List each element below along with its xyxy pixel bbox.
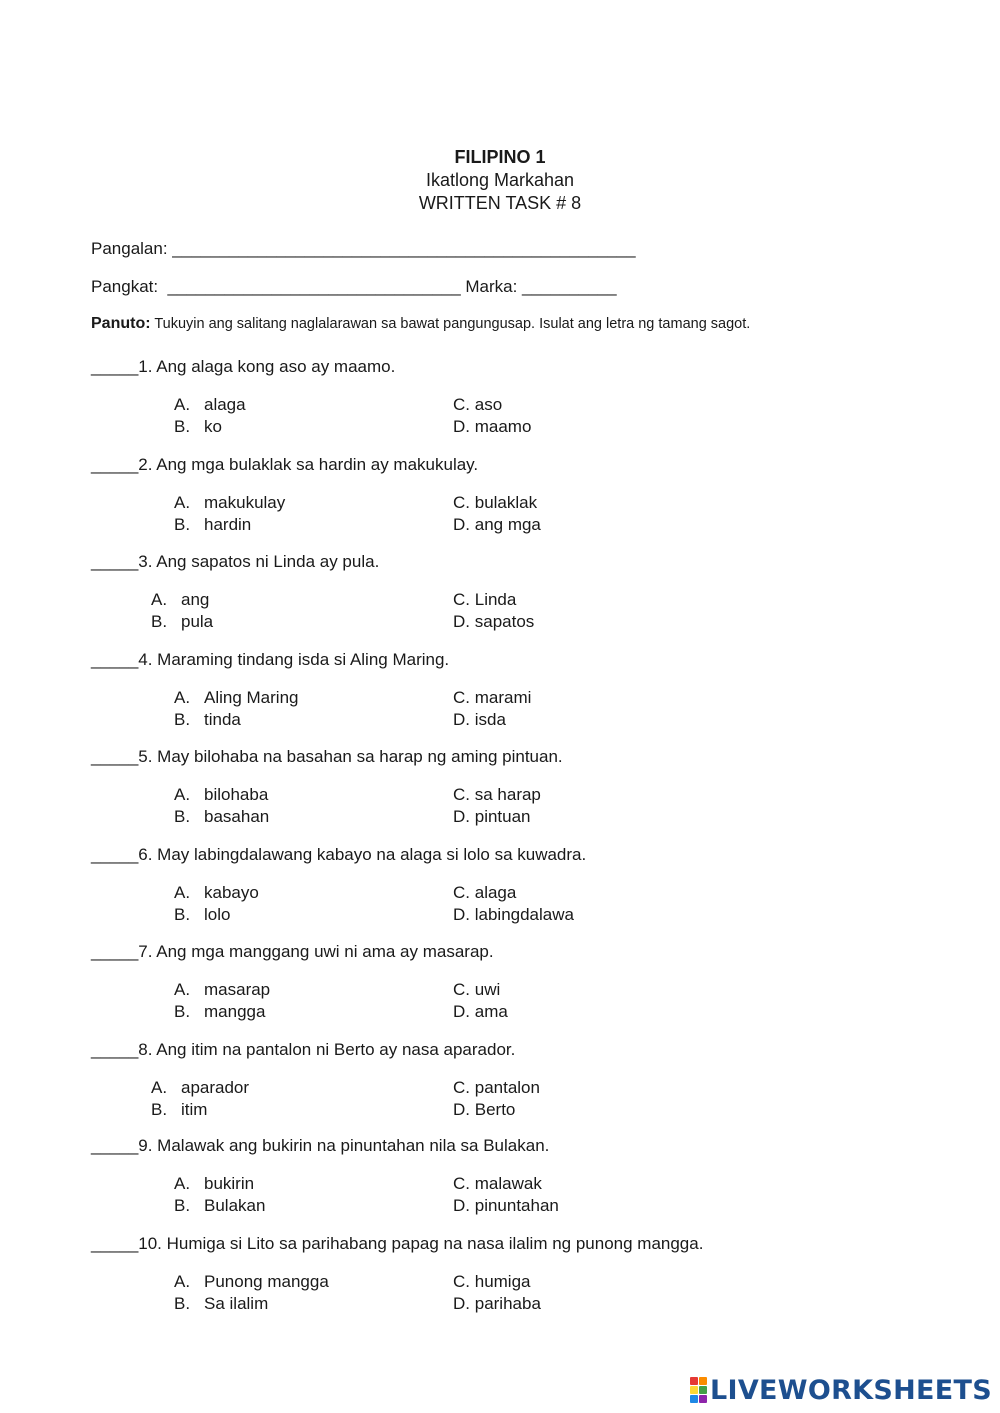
answer-option	[453, 1272, 531, 1292]
option-letter: B.	[151, 612, 168, 631]
answer-option	[453, 883, 516, 903]
option-text: aparador	[181, 1078, 250, 1097]
logo-square	[690, 1386, 698, 1394]
option-text: pula	[181, 612, 214, 631]
option-letter: D.	[453, 1294, 470, 1313]
answer-option	[174, 710, 241, 730]
answer-option	[174, 807, 269, 827]
liveworksheets-logo	[690, 1375, 992, 1405]
answer-option	[174, 515, 251, 535]
option-text: aso	[474, 395, 503, 414]
option-letter: D.	[453, 710, 470, 729]
answer-option	[453, 1002, 508, 1022]
answer-option	[174, 395, 246, 415]
section-score-field[interactable]: Pangkat: _______________________________ Marka: __________	[91, 277, 617, 296]
instructions	[91, 315, 750, 333]
option-letter: A.	[174, 1272, 191, 1291]
option-text: ama	[474, 1002, 508, 1021]
option-text: kabayo	[204, 883, 259, 902]
option-text: marami	[474, 688, 532, 707]
question-prompt: _____7. Ang mga manggang uwi ni ama ay masarap.	[91, 942, 494, 961]
option-text: ang mga	[474, 515, 541, 534]
option-text: ko	[204, 417, 222, 436]
quarter-title: Ikatlong Markahan	[425, 170, 575, 190]
option-letter: C.	[453, 590, 470, 609]
option-letter: C.	[453, 688, 470, 707]
answer-option	[174, 883, 259, 903]
option-text: alaga	[474, 883, 517, 902]
option-text: alaga	[204, 395, 246, 414]
option-letter: C.	[453, 1078, 470, 1097]
option-letter: B.	[174, 1294, 191, 1313]
option-text: tinda	[204, 710, 241, 729]
option-letter: C.	[453, 1272, 470, 1291]
answer-option	[174, 1002, 265, 1022]
option-letter: C.	[453, 785, 470, 804]
option-letter: A.	[151, 590, 168, 609]
option-text: Berto	[474, 1100, 516, 1119]
task-title: WRITTEN TASK # 8	[418, 193, 582, 213]
option-letter: D.	[453, 1002, 470, 1021]
answer-option	[453, 688, 531, 708]
answer-option	[453, 1196, 559, 1216]
option-text: basahan	[204, 807, 270, 826]
option-letter: B.	[174, 710, 191, 729]
answer-option	[174, 417, 222, 437]
answer-option	[453, 1174, 542, 1194]
question-prompt: _____5. May bilohaba na basahan sa harap ng aming pintuan.	[91, 747, 563, 766]
option-letter: A.	[174, 883, 191, 902]
name-field[interactable]: Pangalan: _________________________________________________	[91, 239, 636, 258]
question-prompt: _____9. Malawak ang bukirin na pinuntahan nila sa Bulakan.	[91, 1136, 550, 1155]
answer-option	[453, 1294, 541, 1314]
answer-option	[453, 395, 502, 415]
answer-option	[151, 590, 209, 610]
answer-option	[453, 710, 506, 730]
answer-option	[453, 493, 537, 513]
question-prompt: _____6. May labingdalawang kabayo na alaga si lolo sa kuwadra.	[91, 845, 587, 864]
logo-square	[690, 1377, 698, 1385]
answer-option	[453, 1078, 540, 1098]
option-letter: C.	[453, 980, 470, 999]
answer-option	[174, 1196, 265, 1216]
answer-option	[174, 1294, 268, 1314]
option-text: Punong mangga	[204, 1272, 329, 1291]
answer-option	[151, 1100, 207, 1120]
logo-square	[690, 1395, 698, 1403]
answer-option	[453, 590, 516, 610]
option-letter: C.	[453, 883, 470, 902]
option-letter: B.	[174, 417, 191, 436]
logo-square	[699, 1395, 707, 1403]
option-text: pinuntahan	[474, 1196, 559, 1215]
option-letter: A.	[174, 688, 191, 707]
answer-option	[151, 612, 213, 632]
option-letter: A.	[174, 395, 191, 414]
answer-option	[453, 417, 531, 437]
option-text: Aling Maring	[204, 688, 299, 707]
answer-option	[453, 1100, 515, 1120]
option-letter: B.	[174, 515, 191, 534]
option-letter: A.	[174, 1174, 191, 1193]
question-prompt: _____10. Humiga si Lito sa parihabang papag na nasa ilalim ng punong mangga.	[91, 1234, 704, 1253]
option-text: lolo	[204, 905, 231, 924]
answer-option	[453, 905, 574, 925]
option-letter: D.	[453, 905, 470, 924]
option-letter: D.	[453, 1196, 470, 1215]
option-letter: D.	[453, 1100, 470, 1119]
logo-text: LIVEWORKSHEETS	[709, 1374, 992, 1406]
option-text: hardin	[204, 515, 252, 534]
option-letter: A.	[174, 980, 191, 999]
option-text: sa harap	[474, 785, 541, 804]
question-prompt: _____2. Ang mga bulaklak sa hardin ay makukulay.	[91, 455, 479, 474]
option-text: parihaba	[474, 1294, 541, 1313]
option-letter: A.	[174, 785, 191, 804]
option-text: maamo	[474, 417, 532, 436]
option-text: pintuan	[474, 807, 531, 826]
option-letter: A.	[174, 493, 191, 512]
option-letter: C.	[453, 493, 470, 512]
option-letter: B.	[174, 807, 191, 826]
option-text: uwi	[474, 980, 501, 999]
answer-option	[453, 807, 531, 827]
option-text: mangga	[204, 1002, 266, 1021]
answer-option	[174, 905, 230, 925]
option-text: bukirin	[204, 1174, 255, 1193]
option-text: Sa ilalim	[204, 1294, 269, 1313]
question-prompt: _____8. Ang itim na pantalon ni Berto ay nasa aparador.	[91, 1040, 516, 1059]
worksheet-header	[0, 146, 1000, 215]
answer-option	[453, 515, 541, 535]
logo-square	[699, 1386, 707, 1394]
answer-option	[174, 980, 270, 1000]
option-text: Bulakan	[204, 1196, 266, 1215]
question-prompt: _____1. Ang alaga kong aso ay maamo.	[91, 357, 396, 376]
answer-option	[174, 688, 299, 708]
option-text: makukulay	[204, 493, 286, 512]
question-prompt: _____4. Maraming tindang isda si Aling Maring.	[91, 650, 450, 669]
option-text: malawak	[474, 1174, 542, 1193]
subject-title: FILIPINO 1	[454, 147, 546, 167]
option-text: sapatos	[474, 612, 535, 631]
option-letter: B.	[174, 1196, 191, 1215]
logo-mark-icon	[690, 1377, 707, 1403]
option-text: isda	[474, 710, 506, 729]
option-letter: D.	[453, 515, 470, 534]
answer-option	[453, 612, 534, 632]
answer-option	[174, 1272, 329, 1292]
instructions-text: Tukuyin ang salitang naglalarawan sa bawat pangungusap. Isulat ang letra ng tamang sagot.	[150, 316, 751, 332]
instructions-label: Panuto:	[91, 315, 151, 332]
logo-square	[699, 1377, 707, 1385]
option-letter: B.	[174, 1002, 191, 1021]
answer-option	[174, 785, 268, 805]
answer-option	[151, 1078, 249, 1098]
option-text: bilohaba	[204, 785, 269, 804]
option-text: ang	[181, 590, 210, 609]
option-text: Linda	[474, 590, 517, 609]
option-letter: C.	[453, 1174, 470, 1193]
answer-option	[453, 980, 500, 1000]
answer-option	[174, 493, 285, 513]
option-letter: C.	[453, 395, 470, 414]
option-letter: B.	[151, 1100, 168, 1119]
option-text: labingdalawa	[474, 905, 574, 924]
option-letter: D.	[453, 807, 470, 826]
answer-option	[174, 1174, 254, 1194]
option-text: pantalon	[474, 1078, 540, 1097]
answer-option	[453, 785, 541, 805]
option-letter: D.	[453, 612, 470, 631]
option-text: itim	[181, 1100, 208, 1119]
option-letter: D.	[453, 417, 470, 436]
option-letter: A.	[151, 1078, 168, 1097]
option-letter: B.	[174, 905, 191, 924]
option-text: bulaklak	[474, 493, 538, 512]
option-text: masarap	[204, 980, 271, 999]
question-prompt: _____3. Ang sapatos ni Linda ay pula.	[91, 552, 380, 571]
option-text: humiga	[474, 1272, 531, 1291]
